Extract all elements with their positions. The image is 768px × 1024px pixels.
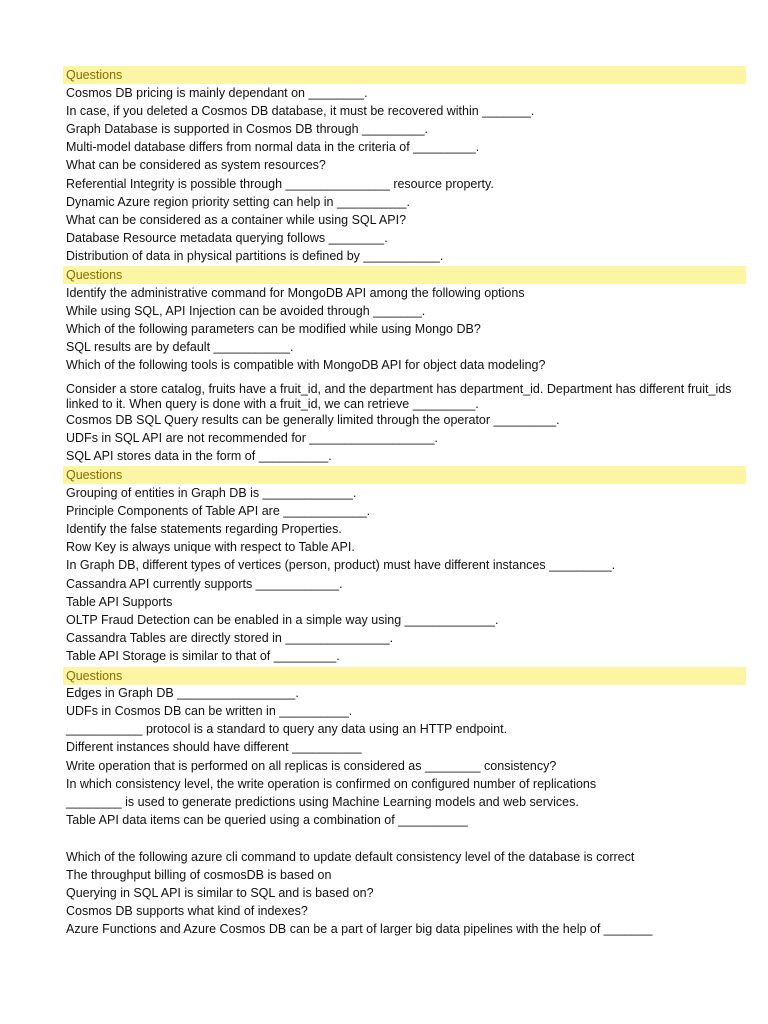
question-row: Cassandra API currently supports ____________.: [66, 577, 343, 591]
question-row: Different instances should have different __________: [66, 740, 362, 754]
question-row: UDFs in SQL API are not recommended for __________________.: [66, 431, 438, 445]
question-row: Azure Functions and Azure Cosmos DB can be a part of larger big data pipelines with the help of _______: [66, 922, 653, 936]
question-row: Row Key is always unique with respect to Table API.: [66, 540, 355, 554]
question-row: ________ is used to generate predictions using Machine Learning models and web services.: [66, 795, 579, 809]
question-row: SQL results are by default ___________.: [66, 340, 294, 354]
question-row: Table API Supports: [66, 595, 173, 609]
question-row: In Graph DB, different types of vertices (person, product) must have different instances _________.: [66, 558, 616, 572]
question-row: Which of the following parameters can be modified while using Mongo DB?: [66, 322, 481, 336]
question-row: Identify the false statements regarding Properties.: [66, 522, 342, 536]
section-header-2: Questions: [63, 266, 746, 284]
question-row: Querying in SQL API is similar to SQL and is based on?: [66, 886, 374, 900]
question-row: Consider a store catalog, fruits have a fruit_id, and the department has department_id. Department has different fruit_ids linked to it. When query is done with a fruit_id, we can retrieve _________.: [66, 382, 732, 411]
question-row: Dynamic Azure region priority setting can help in __________.: [66, 195, 410, 209]
question-row: Graph Database is supported in Cosmos DB through _________.: [66, 122, 429, 136]
question-row: Table API data items can be queried using a combination of __________: [66, 813, 468, 827]
question-row: In which consistency level, the write operation is confirmed on configured number of replications: [66, 777, 597, 791]
question-row: Principle Components of Table API are ____________.: [66, 504, 371, 518]
question-row: Cosmos DB supports what kind of indexes?: [66, 904, 308, 918]
section-header-1: Questions: [63, 66, 746, 84]
section-header-4: Questions: [63, 667, 746, 685]
question-row: In case, if you deleted a Cosmos DB database, it must be recovered within _______.: [66, 104, 535, 118]
question-row: What can be considered as system resources?: [66, 158, 326, 172]
question-row: Database Resource metadata querying follows ________.: [66, 231, 388, 245]
section-header-3: Questions: [63, 466, 746, 484]
question-row: Grouping of entities in Graph DB is _____________.: [66, 486, 357, 500]
question-row: Identify the administrative command for MongoDB API among the following options: [66, 286, 525, 300]
question-row: Table API Storage is similar to that of _________.: [66, 649, 340, 663]
question-row: OLTP Fraud Detection can be enabled in a simple way using _____________.: [66, 613, 499, 627]
question-row: Cosmos DB SQL Query results can be generally limited through the operator _________.: [66, 413, 560, 427]
question-row: Distribution of data in physical partitions is defined by ___________.: [66, 249, 444, 263]
question-row: Multi-model database differs from normal data in the criteria of _________.: [66, 140, 480, 154]
question-row: Write operation that is performed on all replicas is considered as ________ consistency?: [66, 759, 557, 773]
question-row: Cosmos DB pricing is mainly dependant on ________.: [66, 86, 368, 100]
question-row: Which of the following azure cli command to update default consistency level of the database is correct: [66, 850, 635, 864]
question-row: Cassandra Tables are directly stored in _______________.: [66, 631, 394, 645]
question-row: ___________ protocol is a standard to query any data using an HTTP endpoint.: [66, 722, 508, 736]
question-row: UDFs in Cosmos DB can be written in __________.: [66, 704, 353, 718]
question-row: Which of the following tools is compatible with MongoDB API for object data modeling?: [66, 358, 546, 372]
question-row: While using SQL, API Injection can be avoided through _______.: [66, 304, 426, 318]
question-row: SQL API stores data in the form of __________.: [66, 449, 332, 463]
question-row: What can be considered as a container while using SQL API?: [66, 213, 407, 227]
question-row: Edges in Graph DB _________________.: [66, 686, 299, 700]
question-row: Referential Integrity is possible through _______________ resource property.: [66, 177, 494, 191]
question-row: The throughput billing of cosmosDB is based on: [66, 868, 332, 882]
